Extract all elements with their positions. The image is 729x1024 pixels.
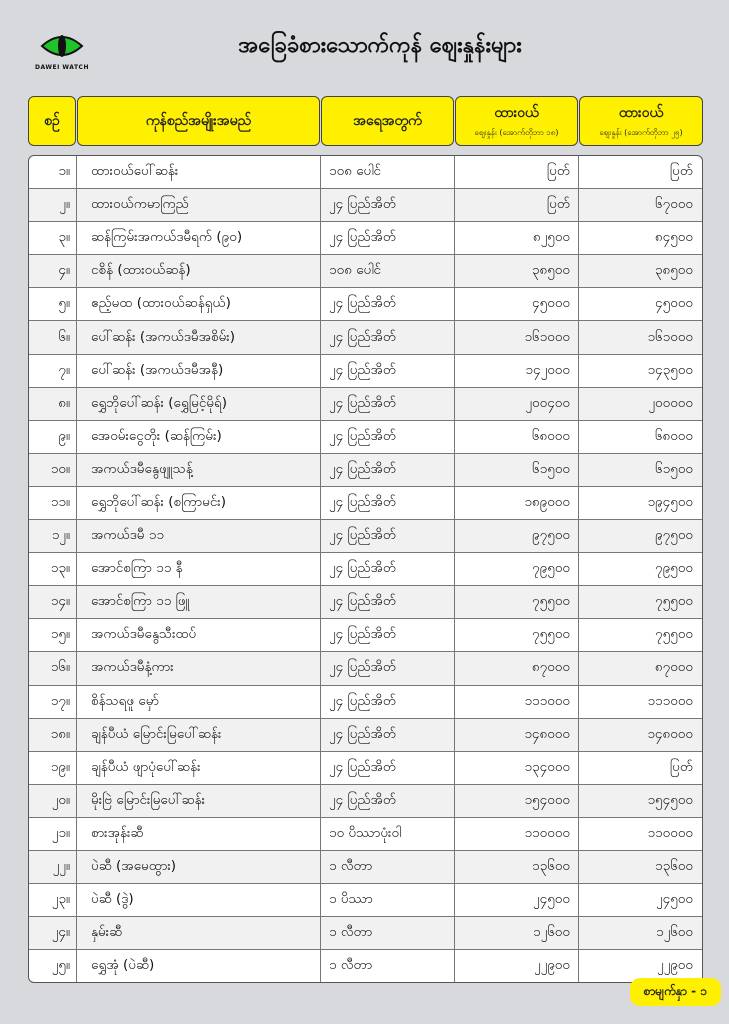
cell-no: ၆။ [29, 321, 77, 353]
cell-no: ၁၅။ [29, 619, 77, 651]
cell-unit: ၂၄ ပြည်အိတ် [321, 686, 455, 718]
cell-unit: ၁ လီတာ [321, 950, 455, 982]
cell-price-1: ၁၁၀၀၀၀ [455, 818, 579, 850]
cell-name: ပေါ်ဆန်း (အကယ်ဒမီအစိမ်း) [77, 321, 321, 353]
cell-price-1: ၉၇၅၀၀ [455, 520, 579, 552]
price-table [28, 155, 703, 983]
cell-price-2: ၁၁၁၀၀၀ [647, 692, 693, 709]
cell-unit: ၁ လီတာ [321, 917, 455, 949]
header-unit [321, 96, 454, 146]
cell-no: ၈။ [29, 388, 77, 420]
logo [30, 30, 94, 71]
table-row [29, 950, 702, 982]
cell-unit: ၂၄ ပြည်အိတ် [321, 586, 455, 618]
cell-no: ၁။ [29, 156, 77, 188]
header-price-1-title: ထားဝယ် [494, 105, 539, 121]
cell-price-2: ၁၄၃၅၀၀ [647, 361, 693, 378]
table-row [29, 355, 702, 388]
cell-price-1: ၂၄၅၀၀ [455, 884, 579, 916]
table-row [29, 487, 702, 520]
table-row [29, 719, 702, 752]
cell-unit: ၂၄ ပြည်အိတ် [321, 355, 455, 387]
cell-unit: ၁ လီတာ [321, 851, 455, 883]
cell-price-2: ၈၄၅၀၀ [654, 229, 693, 246]
cell-price-2: ၃၈၅၀၀ [654, 262, 693, 279]
cell-unit: ၂၄ ပြည်အိတ် [321, 321, 455, 353]
table-row [29, 752, 702, 785]
cell-name: ရွှေအုံ (ပဲဆီ) [77, 950, 321, 982]
cell-unit: ၂၄ ပြည်အိတ် [321, 719, 455, 751]
cell-price-1: ၁၅၄၀၀၀ [455, 785, 579, 817]
table-row [29, 189, 702, 222]
cell-price-2: ၇၅၅၀၀ [655, 626, 693, 643]
cell-price-1: ၇၅၅၀၀ [455, 619, 579, 651]
header-price-2-sub: ဈေးနှုန်း (အောက်တိုဘာ ၂၅) [599, 128, 683, 137]
cell-price-1: ၁၄၈၀၀၀ [455, 719, 579, 751]
cell-price-1: ၃၈၅၀၀ [455, 255, 579, 287]
cell-name: အောင်စကြာ ၁၁ နီ [77, 553, 321, 585]
cell-name: အကယ်ဒမီနံ့ကား [77, 652, 321, 684]
cell-name: အောင်စကြာ ၁၁ ဖြူ [77, 586, 321, 618]
cell-unit: ၂၄ ပြည်အိတ် [321, 189, 455, 221]
page-number: စာမျက်နှာ - ၁ [630, 978, 721, 1006]
cell-price-1: ၁၃၄၀၀၀ [455, 752, 579, 784]
cell-name: ထားဝယ်ကမာကြည် [77, 189, 321, 221]
cell-price-1: ၁၁၁၀၀၀ [455, 686, 579, 718]
cell-unit: ၂၄ ပြည်အိတ် [321, 752, 455, 784]
header-name-label: ကုန်စည်အမျိုးအမည် [145, 112, 252, 129]
table-row [29, 884, 702, 917]
cell-unit: ၂၄ ပြည်အိတ် [321, 619, 455, 651]
cell-name: မိုးဗြဲ မြောင်းမြပေါ်ဆန်း [77, 785, 321, 817]
cell-name: စိန်သရဖူ မှော် [77, 686, 321, 718]
cell-name: အကယ်ဒမီနွေဖျူသန့် [77, 454, 321, 486]
cell-price-2: ပြတ် [669, 163, 693, 180]
cell-unit: ၂၄ ပြည်အိတ် [321, 785, 455, 817]
table-row [29, 222, 702, 255]
cell-no: ၁၁။ [29, 487, 77, 519]
cell-price-2: ၉၇၅၀၀ [655, 527, 693, 544]
cell-unit: ၂၄ ပြည်အိတ် [321, 421, 455, 453]
logo-text: DAWEI WATCH [35, 64, 89, 71]
cell-price-2: ၁၁၀၀၀၀ [647, 824, 693, 841]
table-header [28, 96, 703, 146]
cell-price-2: ၈၇၀၀၀ [654, 659, 693, 676]
cell-unit: ၂၄ ပြည်အိတ် [321, 222, 455, 254]
cell-price-2: ၇၉၅၀၀ [655, 560, 693, 577]
cell-price-1: ၇၉၅၀၀ [455, 553, 579, 585]
cell-price-2: ၁၄၈၀၀၀ [647, 725, 693, 742]
header-unit-label: အရေအတွက် [353, 112, 422, 129]
cell-name: ရွှေဘိုပေါ်ဆန်း (ရွှေမြင့်မိုရ်) [77, 388, 321, 420]
cell-price-2: ပြတ် [669, 758, 693, 775]
table-row [29, 288, 702, 321]
cell-no: ၉။ [29, 421, 77, 453]
cell-unit: ၂၄ ပြည်အိတ် [321, 652, 455, 684]
header-name [77, 96, 320, 146]
cell-price-1: ၂၂၉၀၀ [455, 950, 579, 982]
cell-no: ၁၉။ [29, 752, 77, 784]
cell-unit: ၂၄ ပြည်အိတ် [321, 454, 455, 486]
table-row [29, 619, 702, 652]
cell-no: ၂။ [29, 189, 77, 221]
cell-price-1: ၄၅၀၀၀ [455, 288, 579, 320]
cell-price-2: ၆၈၀၀၀ [654, 427, 693, 444]
cell-name: ဧည့်မထ (ထားဝယ်ဆန်ရှယ်) [77, 288, 321, 320]
cell-name: အေဝမ်းငွေတိုး (ဆန်ကြမ်း) [77, 421, 321, 453]
cell-name: ဆန်ကြမ်းအကယ်ဒမီရက် (၉၀) [77, 222, 321, 254]
cell-unit: ၁ ပိဿာ [321, 884, 455, 916]
cell-unit: ၂၄ ပြည်အိတ် [321, 487, 455, 519]
table-row [29, 520, 702, 553]
table-row [29, 454, 702, 487]
cell-no: ၃။ [29, 222, 77, 254]
table-row [29, 785, 702, 818]
cell-no: ၂၁။ [29, 818, 77, 850]
cell-price-1: ပြတ် [455, 189, 579, 221]
cell-price-2: ၁၂၆၀၀ [655, 924, 693, 941]
cell-name: ပဲဆီ (ဒွဲ) [77, 884, 321, 916]
header-price-1 [455, 96, 578, 146]
page-title: အခြေခံစားသောက်ကုန် ဈေးနှုန်းများ [238, 33, 522, 58]
cell-name: ချန်ပီယံ မြောင်းမြပေါ်ဆန်း [77, 719, 321, 751]
cell-price-1: ၆၈၀၀၀ [455, 421, 579, 453]
cell-price-1: ၁၆၁၀၀၀ [455, 321, 579, 353]
cell-no: ၂၂။ [29, 851, 77, 883]
cell-price-1: ၁၃၆၀၀ [455, 851, 579, 883]
cell-no: ၂၀။ [29, 785, 77, 817]
cell-price-2: ၂၄၅၀၀ [655, 891, 693, 908]
cell-name: ရွှေဘိုပေါ်ဆန်း (စကြာမင်း) [77, 487, 321, 519]
cell-price-2: ၂၀၀၀၀၀ [648, 394, 693, 411]
cell-price-2: ၄၅၀၀၀ [655, 295, 693, 312]
cell-unit: ၂၄ ပြည်အိတ် [321, 388, 455, 420]
cell-name: နှမ်းဆီ [77, 917, 321, 949]
cell-no: ၁၈။ [29, 719, 77, 751]
table-row [29, 255, 702, 288]
header-price-2 [579, 96, 703, 146]
table-row [29, 586, 702, 619]
table-row [29, 686, 702, 719]
cell-unit: ၁၀၈ ပေါင် [321, 156, 455, 188]
cell-price-2: ၁၃၆၀၀ [655, 858, 693, 875]
table-row [29, 421, 702, 454]
cell-price-1: ၁၄၂၀၀၀ [455, 355, 579, 387]
cell-price-2: ၆၁၅၀၀ [655, 460, 693, 477]
cell-name: ထားဝယ်ပေါ်ဆန်း [77, 156, 321, 188]
cell-unit: ၂၄ ပြည်အိတ် [321, 288, 455, 320]
table-row [29, 321, 702, 354]
table-row [29, 388, 702, 421]
cell-price-2: ၂၂၉၀၀ [656, 957, 693, 974]
cell-name: ပေါ်ဆန်း (အကယ်ဒမီအနီ) [77, 355, 321, 387]
cell-no: ၁၆။ [29, 652, 77, 684]
cell-price-1: ၁၈၉၀၀၀ [455, 487, 579, 519]
table-row [29, 652, 702, 685]
cell-price-2: ၁၆၁၀၀၀ [647, 328, 693, 345]
cell-name: အကယ်ဒမီနွေသီးထပ် [77, 619, 321, 651]
cell-price-1: ၆၁၅၀၀ [455, 454, 579, 486]
cell-name: ပဲဆီ (အမေထွား) [77, 851, 321, 883]
cell-price-1: ၇၅၅၀၀ [455, 586, 579, 618]
cell-name: ငစိန် (ထားဝယ်ဆန်) [77, 255, 321, 287]
cell-price-2: ၁၉၄၅၀၀ [647, 493, 693, 510]
cell-no: ၂၃။ [29, 884, 77, 916]
cell-no: ၁၀။ [29, 454, 77, 486]
cell-price-2: ၁၅၄၅၀၀ [647, 791, 693, 808]
cell-no: ၁၇။ [29, 686, 77, 718]
cell-price-1: ၈၇၀၀၀ [455, 652, 579, 684]
table-row [29, 818, 702, 851]
header-no-label: စဉ် [44, 112, 60, 129]
cell-price-1: ပြတ် [455, 156, 579, 188]
table-row [29, 156, 702, 189]
header-price-2-title: ထားဝယ် [618, 105, 664, 121]
table-row [29, 553, 702, 586]
cell-no: ၇။ [29, 355, 77, 387]
cell-no: ၁၃။ [29, 553, 77, 585]
cell-price-1: ၂၀၀၄၀၀ [455, 388, 579, 420]
cell-price-1: ၈၂၅၀၀ [455, 222, 579, 254]
cell-no: ၁၂။ [29, 520, 77, 552]
cell-name: ချန်ပီယံ ဖျာပုံပေါ်ဆန်း [77, 752, 321, 784]
cell-no: ၄။ [29, 255, 77, 287]
cell-price-1: ၁၂၆၀၀ [455, 917, 579, 949]
cell-no: ၂၄။ [29, 917, 77, 949]
cell-unit: ၂၄ ပြည်အိတ် [321, 520, 455, 552]
cell-no: ၅။ [29, 288, 77, 320]
cell-name: စားအုန်းဆီ [77, 818, 321, 850]
header-price-1-sub: ဈေးနှုန်း (အောက်တိုဘာ ၁၈) [474, 128, 559, 137]
cell-price-2: ၆၇၀၀၀ [655, 196, 693, 213]
cell-no: ၂၅။ [29, 950, 77, 982]
cell-unit: ၁၀၈ ပေါင် [321, 255, 455, 287]
cell-unit: ၁၀ ပိဿာပုံးဝါ [321, 818, 455, 850]
cell-no: ၁၄။ [29, 586, 77, 618]
cell-name: အကယ်ဒမီ ၁၁ [77, 520, 321, 552]
cat-eye-logo-icon [40, 30, 84, 62]
table-row [29, 851, 702, 884]
table-row [29, 917, 702, 950]
cell-price-2: ၇၅၅၀၀ [655, 593, 693, 610]
cell-unit: ၂၄ ပြည်အိတ် [321, 553, 455, 585]
header-no [28, 96, 76, 146]
